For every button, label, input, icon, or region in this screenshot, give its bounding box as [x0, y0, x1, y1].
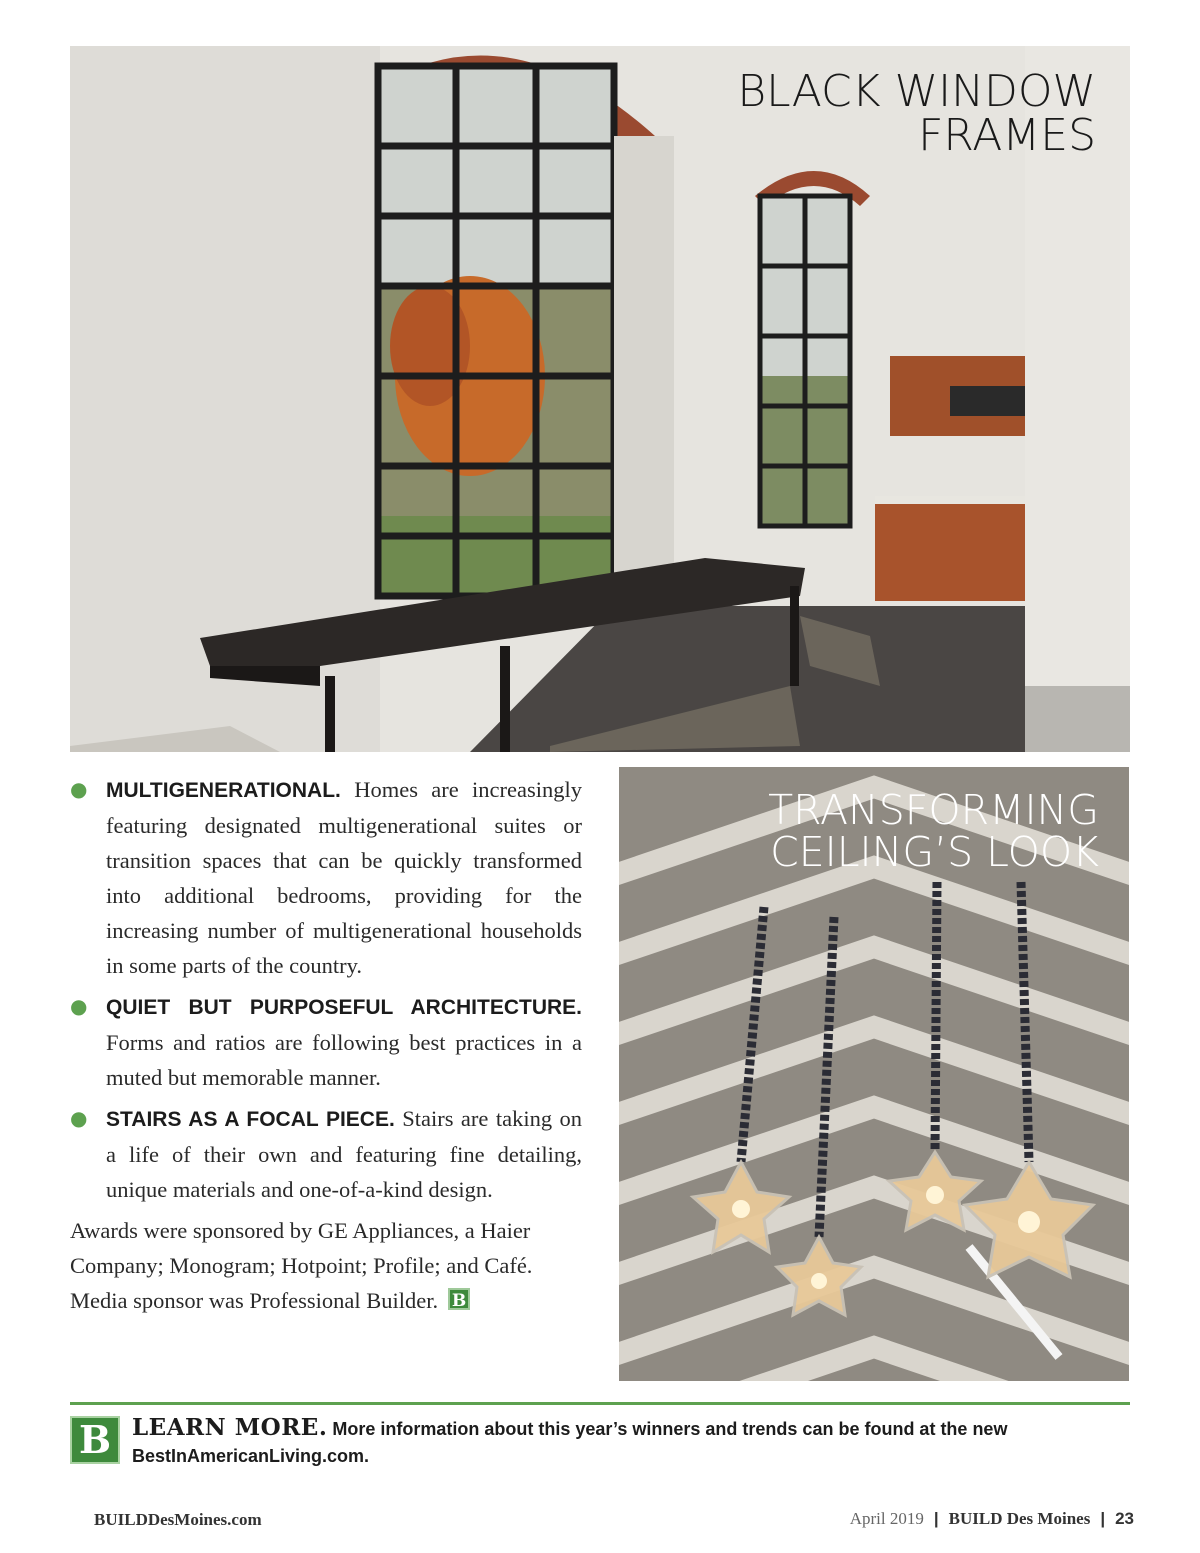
- learn-more-text: More information about this year’s winners and trends can be found at the new BestInAmericanLiving.com.: [132, 1419, 1008, 1466]
- footer-magazine: BUILD Des Moines: [948, 1509, 1091, 1528]
- learn-more-heading: LEARN MORE.: [132, 1414, 328, 1441]
- bullet-item: [70, 1101, 582, 1207]
- bullet-dot-icon: ●: [70, 777, 88, 801]
- build-logo-icon: B: [70, 1416, 120, 1464]
- photo-black-window-frames: [70, 46, 1130, 752]
- footer-date: April 2019: [849, 1509, 924, 1528]
- footer-website: BUILDDesMoines.com: [94, 1510, 262, 1529]
- bullet-heading: QUIET BUT PURPOSEFUL ARCHITECTURE.: [106, 996, 582, 1019]
- section-divider: [70, 1402, 1130, 1405]
- bullet-heading: STAIRS AS A FOCAL PIECE.: [106, 1108, 395, 1131]
- learn-more-callout: [132, 1414, 1112, 1470]
- bullet-item: [70, 989, 582, 1095]
- bullet-item: [70, 772, 582, 983]
- footer-issue-info: [850, 1509, 1134, 1529]
- end-of-article-icon: B: [448, 1288, 470, 1310]
- bullet-text: Homes are increasingly featuring designated multigenerational suites or transition spaces that can be quickly transformed into additional bedrooms, providing for the increasing number of multigenerational households in some parts of the country.: [106, 777, 583, 978]
- page-number: 23: [1115, 1509, 1134, 1528]
- sponsor-paragraph: [70, 1213, 582, 1318]
- sponsor-text: Awards were sponsored by GE Appliances, a Haier Company; Monogram; Hotpoint; Profile; and Café. Media sponsor was Professional Builder.: [70, 1218, 533, 1313]
- caption-line: TRANSFORMING: [768, 786, 1099, 834]
- caption-line: FRAMES: [918, 110, 1096, 161]
- footer-separator: |: [1100, 1509, 1106, 1528]
- article-text-column: [70, 772, 582, 1318]
- photo-caption-black-window-frames: [737, 66, 1096, 161]
- footer-separator: |: [933, 1509, 939, 1528]
- bullet-dot-icon: ●: [70, 1106, 88, 1130]
- bullet-text: Stairs are taking on a life of their own and featuring fine detailing, unique materials and one-of-a-kind design.: [106, 1106, 582, 1202]
- bullet-heading: MULTIGENERATIONAL.: [106, 779, 341, 802]
- caption-line: CEILING’S LOOK: [770, 828, 1099, 876]
- photo-caption-transforming-ceiling: [768, 786, 1099, 876]
- bullet-text: Forms and ratios are following best practices in a muted but memorable manner.: [106, 1030, 582, 1090]
- photo-transforming-ceiling: [619, 767, 1129, 1381]
- bullet-dot-icon: ●: [70, 994, 88, 1018]
- caption-line: BLACK WINDOW: [737, 66, 1096, 117]
